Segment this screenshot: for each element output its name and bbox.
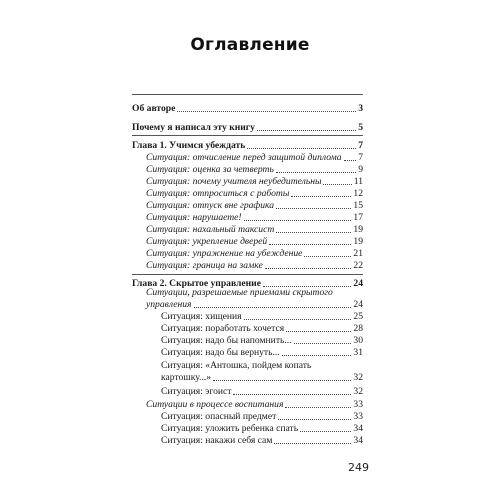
toc-entry-page: 32 <box>353 386 363 397</box>
dot-leader <box>276 232 351 233</box>
toc-entry[interactable] <box>161 411 363 423</box>
dot-leader <box>247 148 356 149</box>
toc-entry-page: 22 <box>353 260 363 271</box>
toc-entry[interactable] <box>146 236 363 248</box>
toc-entry-page: 19 <box>353 224 363 235</box>
toc-entry-label: Почему я написал эту книгу <box>132 122 255 133</box>
toc-entry-label: Ситуация: почему учителя неубедительны <box>146 176 322 187</box>
toc-entry[interactable] <box>161 335 363 347</box>
dot-leader <box>278 419 351 420</box>
toc-entry[interactable] <box>161 323 363 335</box>
toc-entry-page: 5 <box>358 122 363 133</box>
dot-leader <box>269 244 351 245</box>
dot-leader <box>257 130 356 131</box>
toc-entry[interactable] <box>132 122 363 134</box>
dot-leader <box>194 307 352 308</box>
toc-chapter[interactable] <box>132 140 363 152</box>
toc-entry-label: Ситуация: оценка за четверть <box>146 164 274 175</box>
dot-leader <box>300 431 351 432</box>
dot-leader <box>265 268 352 269</box>
dot-leader <box>177 111 356 112</box>
toc-entry-page: 19 <box>353 236 363 247</box>
toc-entry-page: 7 <box>358 140 363 151</box>
dot-leader <box>274 443 351 444</box>
toc-entry[interactable] <box>146 152 363 164</box>
toc-entry-page: 15 <box>353 200 363 211</box>
toc-entry-label: Об авторе <box>132 103 176 114</box>
toc-entry-page: 34 <box>353 435 363 446</box>
dot-leader <box>244 319 352 320</box>
toc-entry-label: Ситуация: граница на замке <box>146 260 263 271</box>
toc-entry[interactable] <box>146 200 363 212</box>
toc-entry-page: 24 <box>353 278 363 289</box>
toc-entry[interactable] <box>146 248 363 260</box>
toc-entry-label: Ситуация: нахальный таксист <box>146 224 275 235</box>
dot-leader <box>323 184 351 185</box>
dot-leader <box>282 355 352 356</box>
toc-entry-page: 9 <box>358 164 363 175</box>
page-number: 249 <box>348 461 369 474</box>
toc-entry[interactable] <box>146 188 363 200</box>
toc-entry[interactable] <box>161 386 363 398</box>
toc-entry-page: 24 <box>353 299 363 310</box>
dot-leader <box>276 208 351 209</box>
dot-leader <box>233 394 351 395</box>
dot-leader <box>304 256 351 257</box>
toc-entry-label: Ситуация: надо бы напомнить... <box>161 335 292 346</box>
toc-entry-label: Ситуация: отчисление перед защитой диплома <box>146 152 342 163</box>
toc-entry[interactable] <box>146 224 363 236</box>
dot-leader <box>244 220 352 221</box>
toc-entry-page: 21 <box>353 248 363 259</box>
toc-entry-page: 31 <box>353 347 363 358</box>
toc-entry-label-line1: Ситуация: «Антошка, пойдем копать <box>161 360 312 371</box>
toc-entry[interactable] <box>132 103 363 115</box>
toc-entry-page: 34 <box>353 423 363 434</box>
toc-entry[interactable] <box>146 399 363 411</box>
toc-entry-label: Ситуация: отпуск вне графика <box>146 200 275 211</box>
toc-entry-label: Ситуация: накажи себя сам <box>161 435 273 446</box>
toc-entry-label: Ситуация: укрепление дверей <box>146 236 268 247</box>
toc-entry-label-line1: Ситуации, разрешаемые приемами скрытого <box>146 287 333 298</box>
toc-entry-label: Ситуация: эгоист <box>161 386 232 397</box>
toc-entry-label: картошку...» <box>161 372 212 383</box>
dot-leader <box>213 380 351 381</box>
toc-entry-page: 17 <box>353 212 363 223</box>
dot-leader <box>344 160 357 161</box>
toc-entry-page: 33 <box>353 399 363 410</box>
toc-entry-label: Ситуация: поработать хочется <box>161 323 285 334</box>
toc-entry-page: 11 <box>353 176 363 187</box>
toc-entry[interactable] <box>161 311 363 323</box>
toc-entry[interactable] <box>146 164 363 176</box>
toc-entry[interactable] <box>146 299 363 311</box>
toc-entry[interactable] <box>146 260 363 272</box>
toc-entry-page: 33 <box>353 411 363 422</box>
page-title: Оглавление <box>190 35 310 55</box>
toc-entry-page: 3 <box>358 103 363 114</box>
toc-entry[interactable] <box>146 176 363 188</box>
toc-entry-page: 32 <box>353 372 363 383</box>
dot-leader <box>294 343 352 344</box>
toc-entry-label: Ситуация: упражнение на убеждение <box>146 248 303 259</box>
toc-entry-page: 12 <box>353 188 363 199</box>
toc-entry-label: Ситуация: опасный предмет <box>161 411 277 422</box>
toc-entry-label: Ситуация: хищения <box>161 311 242 322</box>
dot-leader <box>285 407 351 408</box>
toc-entry-label: управления <box>146 299 192 310</box>
toc-entry[interactable] <box>161 372 363 384</box>
toc-entry-label: Ситуация: уложить ребенка спать <box>161 423 299 434</box>
toc-entry-label: Ситуация: нарушаете! <box>146 212 242 223</box>
toc-entry-page: 7 <box>358 152 363 163</box>
toc-entry-label: Глава 1. Учимся убеждать <box>132 140 246 151</box>
toc-entry-page: 25 <box>353 311 363 322</box>
dot-leader <box>291 196 351 197</box>
toc-entry-page: 30 <box>353 335 363 346</box>
toc-entry[interactable] <box>161 423 363 435</box>
toc-entry-label: Ситуации в процессе воспитания <box>146 399 284 410</box>
toc-entry[interactable] <box>146 212 363 224</box>
dot-leader <box>286 331 351 332</box>
toc-entry[interactable] <box>161 347 363 359</box>
toc-entry-page: 28 <box>353 323 363 334</box>
toc-entry-label: Ситуация: надо бы вернуть... <box>161 347 280 358</box>
toc-entry[interactable] <box>161 435 363 447</box>
toc-entry-label: Ситуация: отпроситься с работы <box>146 188 290 199</box>
toc-entry-label: Глава 2. Скрытое управление <box>132 278 261 289</box>
dot-leader <box>276 172 356 173</box>
